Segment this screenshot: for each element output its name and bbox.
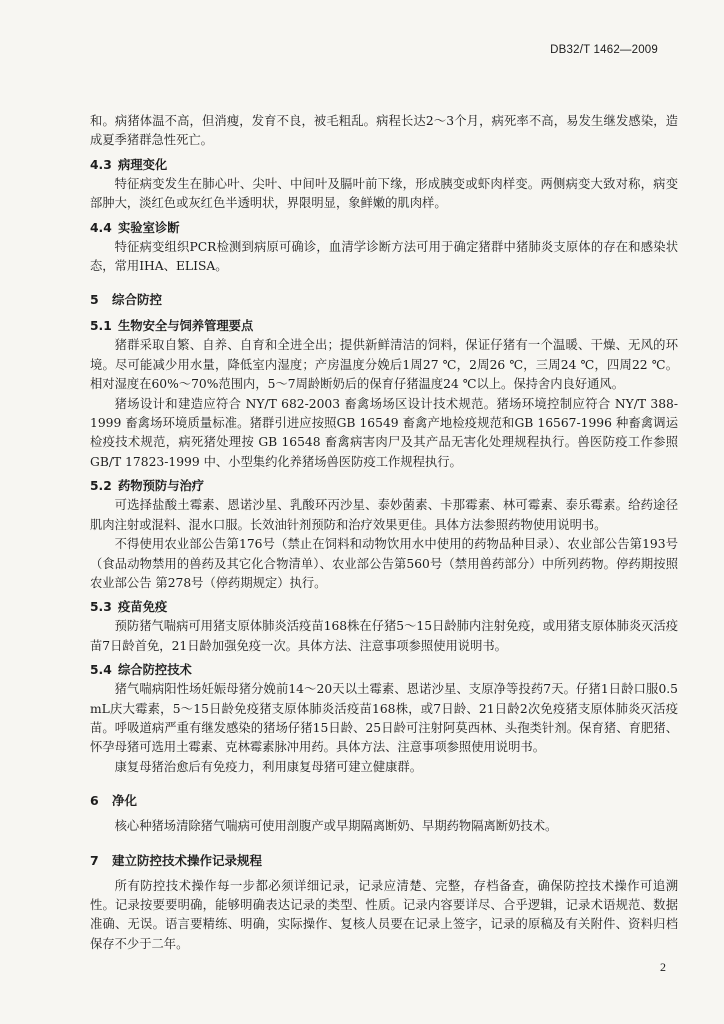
heading-number: 5.2 <box>90 479 112 494</box>
paragraph: 康复母猪治愈后有免疫力，利用康复母猪可建立健康群。 <box>114 759 423 774</box>
heading-title: 病理变化 <box>118 157 168 172</box>
heading-number: 5.3 <box>90 600 112 615</box>
heading-title: 净化 <box>112 793 138 809</box>
page-body <box>90 112 678 954</box>
subsection-heading <box>90 155 678 175</box>
paragraph: 和。病猪体温不高，但消瘦，发育不良，被毛粗乱。病程长达2～3个月，病死率不高，易发生继发感染，造成夏季猪群急性死亡。 <box>90 114 678 148</box>
heading-title: 建立防控技术操作记录规程 <box>112 852 263 868</box>
paragraph: 猪场设计和建造应符合 NY/T 682-2003 畜禽场场区设计技术规范。猪场环境控制应符合 NY/T 388-1999 畜禽场环境质量标准。猪群引进应按照GB 16549 畜禽产地检疫规范和GB 16567-1996 种畜禽调运检疫技术规范，病死猪处理按 GB 16548 畜禽病害肉尸及其产品无害化处理规程执行。兽医防疫工作参照GB/T 17823-1999 中、小型集约化养猪场兽医防疫工作规程执行。 <box>90 396 678 469</box>
heading-number: 4.4 <box>90 220 112 235</box>
heading-number: 4.3 <box>90 157 112 172</box>
heading-number: 5.1 <box>90 319 112 334</box>
heading-title: 综合防控技术 <box>118 663 192 678</box>
paragraph: 所有防控技术操作每一步都必须详细记录，记录应清楚、完整，存档备查，确保防控技术操作可追溯性。记录按要要明确，能够明确表达记录的类型、性质。记录内容要详尽、合乎逻辑，记录术语规范、数据准确、无误。语言要精练、明确，实际操作、复核人员要在记录上签字，记录的原稿及有关附件、资料归档保存不少于二年。 <box>90 878 678 951</box>
paragraph: 核心种猪场清除猪气喘病可使用剖腹产或早期隔离断奶、早期药物隔离断奶技术。 <box>114 819 558 834</box>
heading-number: 7 <box>90 852 99 868</box>
paragraph: 猪气喘病阳性场妊娠母猪分娩前14～20天以土霉素、恩诺沙星、支原净等投药7天。仔猪1日龄口服0.5 mL庆大霉素，5～15日龄免疫猪支原体肺炎活疫苗168株，或7日龄、21日龄2次免疫猪支原体肺炎灭活疫苗。呼吸道病严重有继发感染的猪场仔猪15日龄、25日龄可注射阿莫西林、头孢类针剂。保育猪、育肥猪、怀孕母猪可选用土霉素、克林霉素脉冲用药。具体方法、注意事项参照使用说明书。 <box>90 682 678 755</box>
section-heading <box>90 290 678 310</box>
page-number: 2 <box>660 960 666 974</box>
paragraph: 特征病变发生在肺心叶、尖叶、中间叶及膈叶前下缘，形成胰变或虾肉样变。两侧病变大致对称，病变部肿大，淡红色或灰红色半透明状，界限明显，象鲜嫩的肌肉样。 <box>90 176 678 211</box>
section-heading <box>90 791 678 811</box>
heading-title: 疫苗免疫 <box>118 600 168 615</box>
standard-code: DB32/T 1462—2009 <box>550 44 658 56</box>
heading-title: 生物安全与饲养管理要点 <box>118 319 254 334</box>
subsection-heading <box>90 660 678 680</box>
heading-number: 6 <box>90 793 99 809</box>
paragraph: 特征病变组织PCR检测到病原可确诊，血清学诊断方法可用于确定猪群中猪肺炎支原体的存在和感染状态，常用IHA、ELISA。 <box>90 239 678 274</box>
paragraph: 可选择盐酸土霉素、恩诺沙星、乳酸环丙沙星、泰妙菌素、卡那霉素、林可霉素、泰乐霉素。给药途径肌肉注射或混料、混水口服。长效油针剂预防和治疗效果更佳。具体方法参照药物使用说明书。 <box>90 498 678 532</box>
subsection-heading <box>90 476 678 496</box>
subsection-heading <box>90 218 678 238</box>
subsection-heading <box>90 316 678 336</box>
heading-number: 5 <box>90 292 99 308</box>
paragraph: 猪群采取自繁、自养、自育和全进全出；提供新鲜清洁的饲料，保证仔猪有一个温暖、干燥、无风的环境。尽可能减少用水量，降低室内湿度；产房温度分娩后1周27 ℃，2周26 ℃，三周24 ℃，四周22 ℃。相对湿度在60%～70%范围内，5～7周龄断奶后的保育仔猪温度24 ℃以上。保持舍内良好通风。 <box>90 338 678 392</box>
subsection-heading <box>90 597 678 617</box>
heading-title: 综合防控 <box>112 292 163 308</box>
section-heading <box>90 851 678 871</box>
heading-title: 实验室诊断 <box>118 220 180 235</box>
heading-title: 药物预防与治疗 <box>118 479 205 494</box>
paragraph: 不得使用农业部公告第176号（禁止在饲料和动物饮用水中使用的药物品种目录）、农业部公告第193号（食品动物禁用的兽药及其它化合物清单）、农业部公告第560号（禁用兽药部分）中所列药物。停药期按照农业部公告 第278号（停药期规定）执行。 <box>90 537 678 590</box>
heading-number: 5.4 <box>90 663 112 678</box>
paragraph: 预防猪气喘病可用猪支原体肺炎活疫苗168株在仔猪5～15日龄肺内注射免疫，或用猪支原体肺炎灭活疫苗7日龄首免，21日龄加强免疫一次。具体方法、注意事项参照使用说明书。 <box>90 619 679 653</box>
